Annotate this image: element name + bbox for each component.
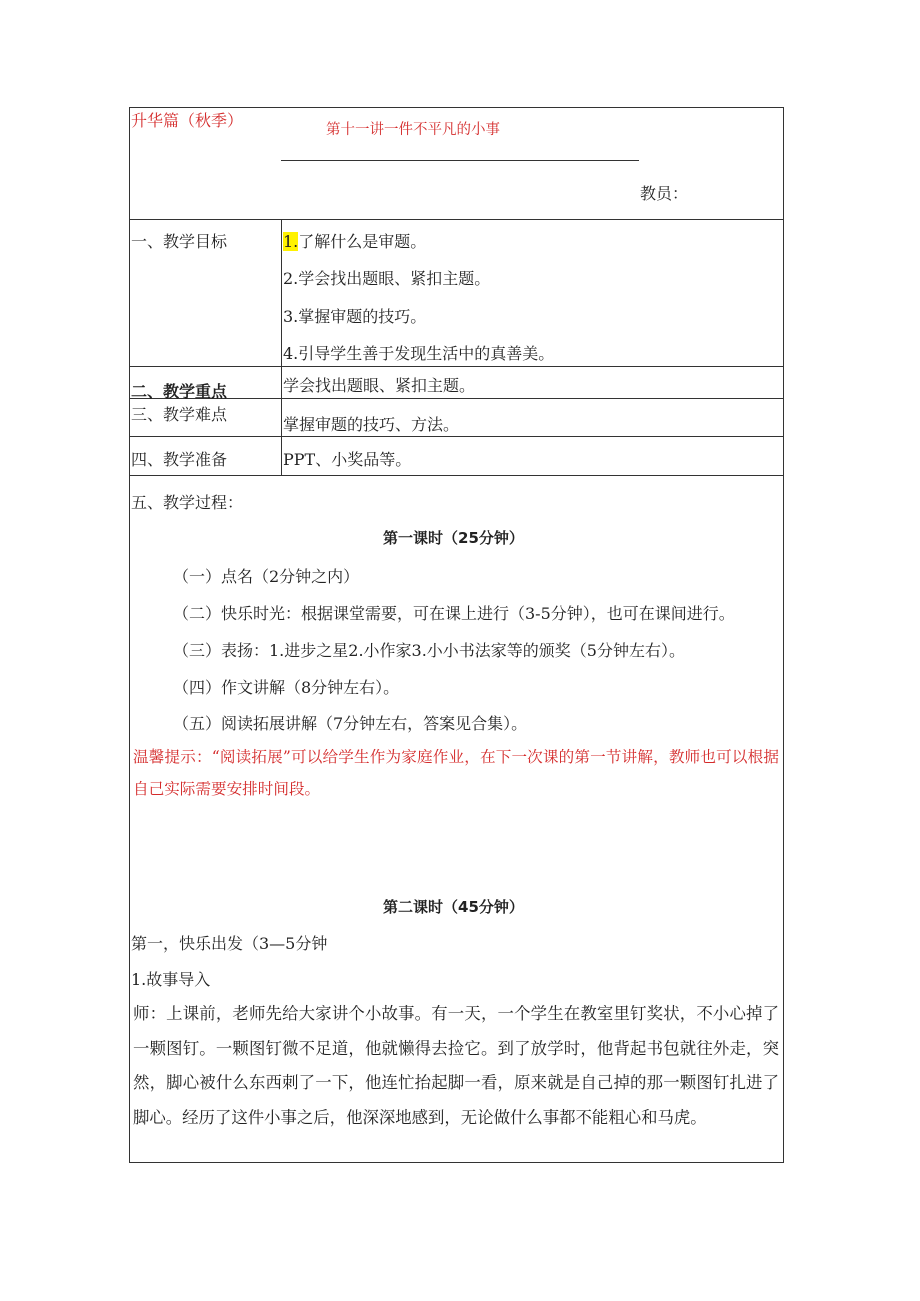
- row-divider: [129, 398, 784, 399]
- preparation-value: PPT、小奖品等。: [283, 450, 412, 469]
- session1-step: （一）点名（2分钟之内）: [173, 567, 360, 586]
- session1-title: 第一课时（25分钟）: [383, 529, 524, 547]
- objective-item: 2.学会找出题眼、紧扣主题。: [283, 269, 491, 288]
- row-divider: [129, 366, 784, 367]
- session1-step: （五）阅读拓展讲解（7分钟左右，答案见合集）。: [173, 714, 528, 733]
- objective-item: 4.引导学生善于发现生活中的真善美。: [283, 344, 555, 363]
- session1-step: （三）表扬：1.进步之星2.小作家3.小小书法家等的颁奖（5分钟左右）。: [173, 641, 685, 660]
- session2-part: 第一，快乐出发（3—5分钟: [131, 934, 328, 953]
- session2-title: 第二课时（45分钟）: [383, 898, 524, 916]
- process-heading: 五、教学过程：: [131, 493, 244, 512]
- teacher-tip: 温馨提示：“阅读拓展”可以给学生作为家庭作业，在下一次课的第一节讲解，教师也可以根据自己实际需要安排时间段。: [133, 748, 779, 798]
- objective-item: 1.了解什么是审题。: [283, 232, 427, 251]
- highlight-number: 1.: [283, 232, 299, 251]
- key-points-value: 学会找出题眼、紧扣主题。: [283, 376, 476, 395]
- series-label: 升华篇（秋季）: [131, 111, 244, 130]
- row-divider: [129, 219, 784, 220]
- row-label-difficulties: 三、教学难点: [131, 405, 228, 424]
- difficulties-value: 掌握审题的技巧、方法。: [283, 415, 460, 434]
- lesson-title: 第十一讲一件不平凡的小事: [326, 122, 500, 138]
- teacher-label: 教员：: [640, 184, 689, 203]
- row-label-preparation: 四、教学准备: [131, 450, 228, 469]
- column-divider: [281, 219, 282, 475]
- title-underline: [281, 160, 639, 161]
- objective-item: 3.掌握审题的技巧。: [283, 307, 427, 326]
- session2-sub: 1.故事导入: [131, 970, 211, 989]
- row-label-objectives: 一、教学目标: [131, 232, 228, 251]
- row-divider: [129, 436, 784, 437]
- story-paragraph: 师：上课前，老师先给大家讲个小故事。有一天，一个学生在教室里钉奖状，不小心掉了一颗图钉。一颗图钉微不足道，他就懒得去捡它。到了放学时，他背起书包就往外走，突然，脚心被什么东西刺了一下，他连忙抬起脚一看，原来就是自己掉的那一颗图钉扎进了脚心。经历了这件小事之后，他深深地感到，无论做什么事都不能粗心和马虎。: [133, 1004, 779, 1127]
- session1-step: （二）快乐时光：根据课堂需要，可在课上进行（3-5分钟），也可在课间进行。: [173, 604, 735, 623]
- session1-step: （四）作文讲解（8分钟左右）。: [173, 678, 400, 697]
- row-divider: [129, 475, 784, 476]
- row-label-key-points: 二、教学重点: [131, 382, 228, 401]
